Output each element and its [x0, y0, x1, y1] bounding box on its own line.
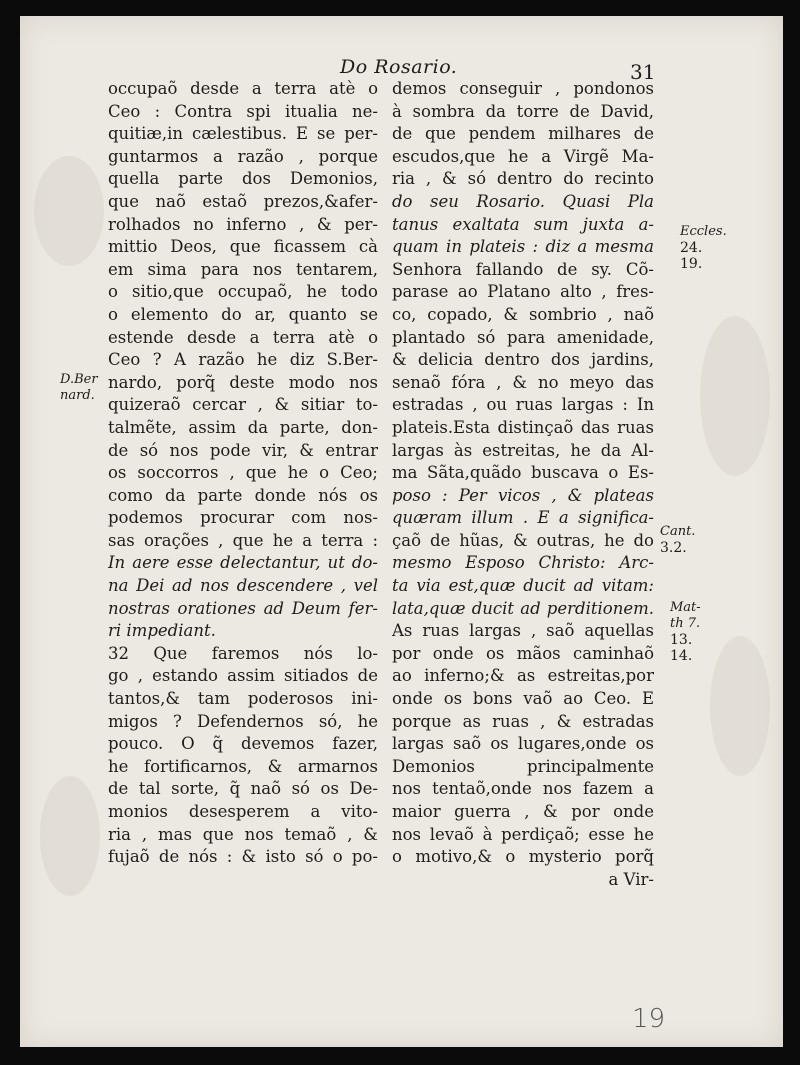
text-line: mittio Deos, que ficassem cà: [108, 237, 378, 257]
margin-note-bernard: [60, 372, 98, 404]
text-line: porque as ruas , & estradas: [392, 711, 654, 731]
text-line: de só nos pode vir, & entrar: [108, 440, 378, 460]
text-line: os soccorros , que he o Ceo;: [108, 463, 378, 483]
margin-note-cant: [660, 524, 695, 556]
text-line: quizeraõ cercar , & sitiar to-: [108, 395, 378, 415]
text-line: ta via est,quæ ducit ad vitam:: [392, 576, 654, 596]
text-line: largas saõ os lugares,onde os: [392, 734, 654, 754]
text-line: o motivo,& o mysterio porq̃: [392, 847, 654, 867]
margin-note-line: 19.: [680, 256, 703, 272]
text-line: go , estando assim sitiados de: [108, 666, 378, 686]
paper-stain: [700, 316, 770, 476]
text-line: fujaõ de nós : & isto só o po-: [108, 847, 378, 867]
text-line: rolhados no inferno , & per-: [108, 214, 378, 234]
text-line: occupaõ desde a terra atè o: [108, 79, 378, 98]
margin-note-eccles: [680, 224, 727, 272]
text-line: talmẽte, assim da parte, don-: [108, 417, 378, 437]
text-line: sas orações , que he a terra :: [108, 530, 378, 550]
text-line: co, copado, & sombrio , naõ: [392, 304, 654, 324]
text-line: Ceo ? A razão he diz S.Ber-: [108, 350, 378, 370]
text-line: quam in plateis : diz a mesma: [392, 237, 654, 257]
paper-stain: [710, 636, 770, 776]
text-line: maior guerra , & por onde: [392, 802, 654, 821]
text-line: de que pendem milhares de: [392, 124, 654, 144]
text-line: a Vir-: [608, 869, 654, 889]
text-line: do seu Rosario. Quasi Pla: [392, 191, 654, 211]
text-line: mesmo Esposo Christo: Arc-: [392, 553, 654, 573]
text-line: & delicia dentro dos jardins,: [392, 350, 654, 370]
left-text-column: [108, 78, 378, 869]
page-number: 31: [630, 60, 656, 84]
margin-note-line: 24.: [680, 240, 703, 256]
paper-stain: [40, 776, 100, 896]
text-line: nostras orationes ad Deum fer-: [108, 598, 378, 618]
text-line: ria , mas que nos temaõ , &: [108, 824, 378, 844]
text-line: em sima para nos tentarem,: [108, 259, 378, 279]
text-line: monios desesperem a vito-: [108, 802, 378, 821]
text-line: As ruas largas , saõ aquellas: [392, 621, 654, 641]
running-head: Do Rosario.: [340, 56, 458, 78]
text-line: largas às estreitas, he da Al-: [392, 440, 654, 460]
margin-note-line: 13.: [670, 632, 693, 648]
text-line: migos ? Defendernos só, he: [108, 711, 378, 731]
text-line: ri impediant.: [108, 621, 216, 641]
text-line: que naõ estaõ prezos,&afer-: [108, 191, 378, 211]
text-line: nardo, porq̃ deste modo nos: [108, 372, 378, 392]
text-line: tanus exaltata sum juxta a-: [392, 214, 654, 234]
paper-stain: [34, 156, 104, 266]
text-line: plantado só para amenidade,: [392, 327, 654, 347]
text-line: estradas , ou ruas largas : In: [392, 395, 654, 415]
text-line: guntarmos a razão , porque: [108, 146, 378, 166]
text-line: onde os bons vaõ ao Ceo. E: [392, 689, 654, 709]
margin-note-line: 14.: [670, 648, 693, 664]
text-line: o elemento do ar, quanto se: [108, 304, 378, 324]
text-line: quella parte dos Demonios,: [108, 169, 378, 189]
text-line: quitiæ,in cælestibus. E se per-: [108, 124, 378, 144]
margin-note-line: 3.2.: [660, 540, 687, 556]
margin-note-line: Mat-: [670, 600, 701, 615]
text-line: estende desde a terra atè o: [108, 327, 378, 347]
text-line: à sombra da torre de David,: [392, 101, 654, 121]
margin-note-line: Cant.: [660, 524, 696, 539]
text-line: lata,quæ ducit ad perditionem.: [392, 598, 654, 618]
text-line: Demonios principalmente: [392, 756, 654, 776]
text-line: de tal sorte, q̃ naõ só os De-: [108, 779, 378, 799]
text-line: escudos,que he a Virgẽ Ma-: [392, 146, 654, 166]
text-line: como da parte donde nós os: [108, 485, 378, 505]
text-line: ma Sãta,quãdo buscava o Es-: [392, 463, 654, 483]
text-line: pouco. O q̃ devemos fazer,: [108, 734, 378, 754]
text-line: çaõ de hũas, & outras, he do: [392, 530, 654, 550]
text-line: 32 Que faremos nós lo-: [108, 643, 378, 663]
book-page: [20, 16, 783, 1047]
handwritten-folio-note: 19: [632, 1004, 666, 1034]
text-line: nos tentaõ,onde nos fazem a: [392, 779, 654, 799]
text-line: tantos,& tam poderosos ini-: [108, 689, 378, 709]
text-line: quæram illum . E a significa-: [392, 508, 654, 528]
margin-note-line: nard.: [60, 388, 95, 403]
text-line: Senhora fallando de sy. Cõ-: [392, 259, 654, 279]
margin-note-line: th 7.: [670, 616, 701, 631]
text-line: ao inferno;& as estreitas,por: [392, 666, 654, 686]
text-line: na Dei ad nos descendere , vel: [108, 576, 378, 596]
text-line: podemos procurar com nos-: [108, 508, 378, 528]
text-line: o sitio,que occupaõ, he todo: [108, 282, 378, 302]
text-line: nos levaõ à perdiçaõ; esse he: [392, 824, 654, 844]
text-line: demos conseguir , pondonos: [392, 79, 654, 98]
text-line: plateis.Esta distinçaõ das ruas: [392, 417, 654, 437]
text-line: poso : Per vicos , & plateas: [392, 485, 654, 505]
text-line: he fortificarnos, & armarnos: [108, 756, 378, 776]
right-text-column: [392, 78, 654, 891]
text-line: parase ao Platano alto , fres-: [392, 282, 654, 302]
text-line: In aere esse delectantur, ut do-: [108, 553, 378, 573]
text-line: por onde os mãos caminhaõ: [392, 643, 654, 663]
text-line: ria , & só dentro do recinto: [392, 169, 654, 189]
margin-note-matt: [670, 600, 701, 664]
text-line: Ceo : Contra spi itualia ne-: [108, 101, 378, 121]
text-line: senaõ fóra , & no meyo das: [392, 372, 654, 392]
margin-note-line: Eccles.: [680, 224, 727, 239]
margin-note-line: D.Ber: [60, 372, 98, 387]
